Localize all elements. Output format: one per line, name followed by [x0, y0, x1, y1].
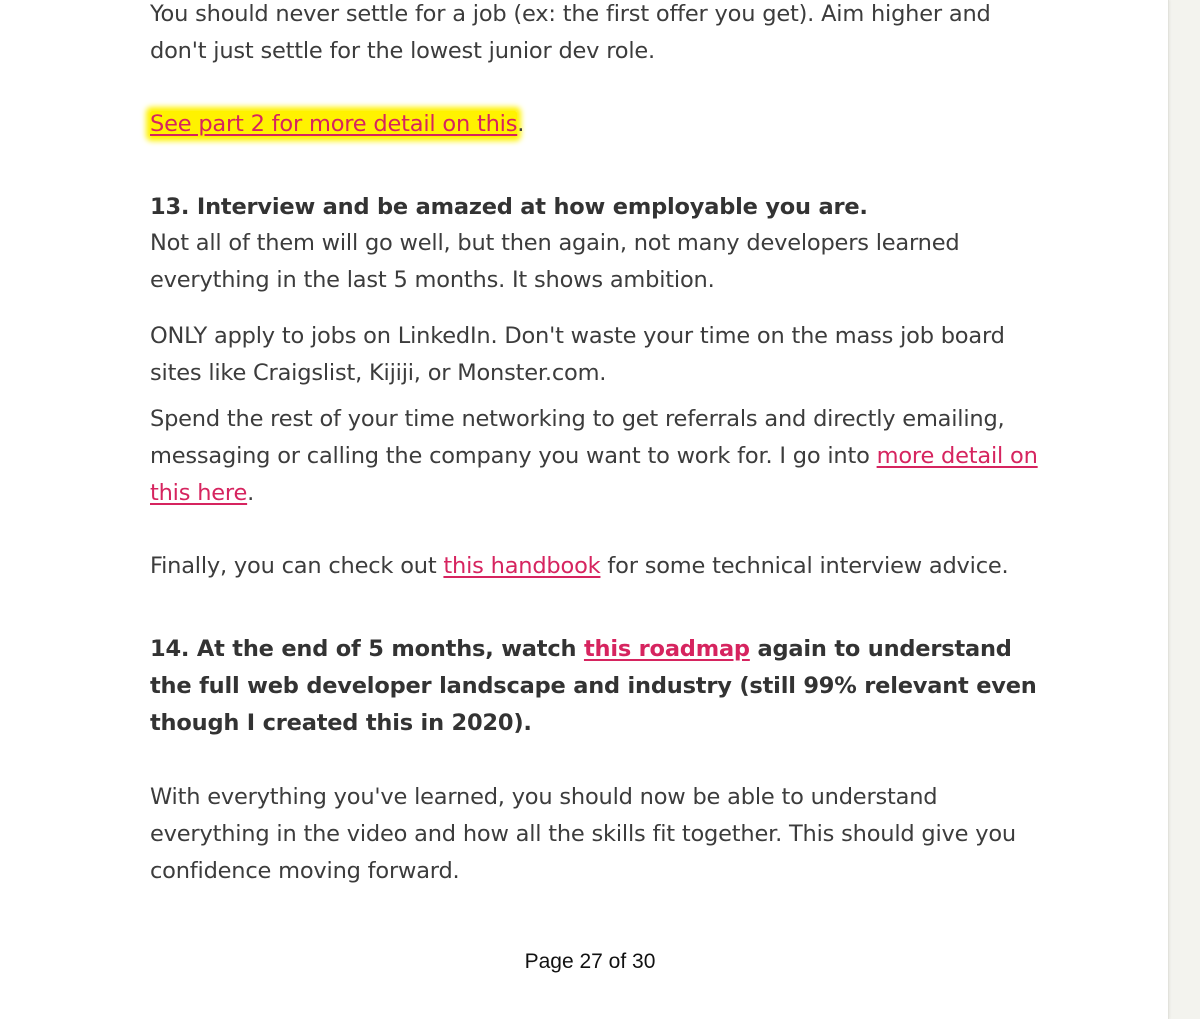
item-13-heading-text: . Interview and be amazed at how employable you are.: [180, 194, 868, 220]
handbook-text-before: Finally, you can check out: [150, 553, 444, 579]
networking-paragraph: [150, 401, 1050, 512]
see-part2-paragraph: [150, 106, 524, 143]
item-13-number: 13: [150, 194, 181, 220]
item-13-heading: [150, 189, 868, 226]
more-detail-link[interactable]: more detail on this here: [150, 443, 1038, 506]
item-13-body: Not all of them will go well, but then again, not many developers learned everything in the last 5 months. It shows ambition.: [150, 230, 960, 293]
handbook-link[interactable]: this handbook: [443, 553, 601, 579]
highlight-mark: [150, 111, 517, 137]
intro-paragraph: You should never settle for a job (ex: the first offer you get). Aim higher and don't just settle for the lowest junior dev role.: [150, 1, 991, 64]
networking-text: Spend the rest of your time networking to get referrals and directly emailing, messaging or calling the company you want to work for. I go into: [150, 406, 1005, 469]
item-14-number: 14: [150, 636, 181, 662]
item-14-heading: [150, 631, 1050, 742]
handbook-paragraph: [150, 548, 1050, 585]
networking-period: .: [247, 480, 255, 506]
linkedin-paragraph: ONLY apply to jobs on LinkedIn. Don't waste your time on the mass job board sites like Craigslist, Kijiji, or Monster.com.: [150, 323, 1005, 386]
page-number-footer: Page 27 of 30: [524, 950, 656, 973]
see-part2-period: .: [517, 111, 525, 137]
roadmap-link[interactable]: this roadmap: [583, 636, 750, 662]
item-14-text-after: again to understand the full web developer landscape and industry (still 99% relevant even though I created this in 2020).: [150, 636, 1037, 736]
handbook-text-after: for some technical interview advice.: [600, 553, 1009, 579]
item-14-text-before: . At the end of 5 months, watch: [180, 636, 584, 662]
final-paragraph: With everything you've learned, you should now be able to understand everything in the video and how all the skills fit together. This should give you confidence moving forward.: [150, 784, 1016, 884]
see-part2-link[interactable]: See part 2 for more detail on this: [150, 111, 518, 137]
